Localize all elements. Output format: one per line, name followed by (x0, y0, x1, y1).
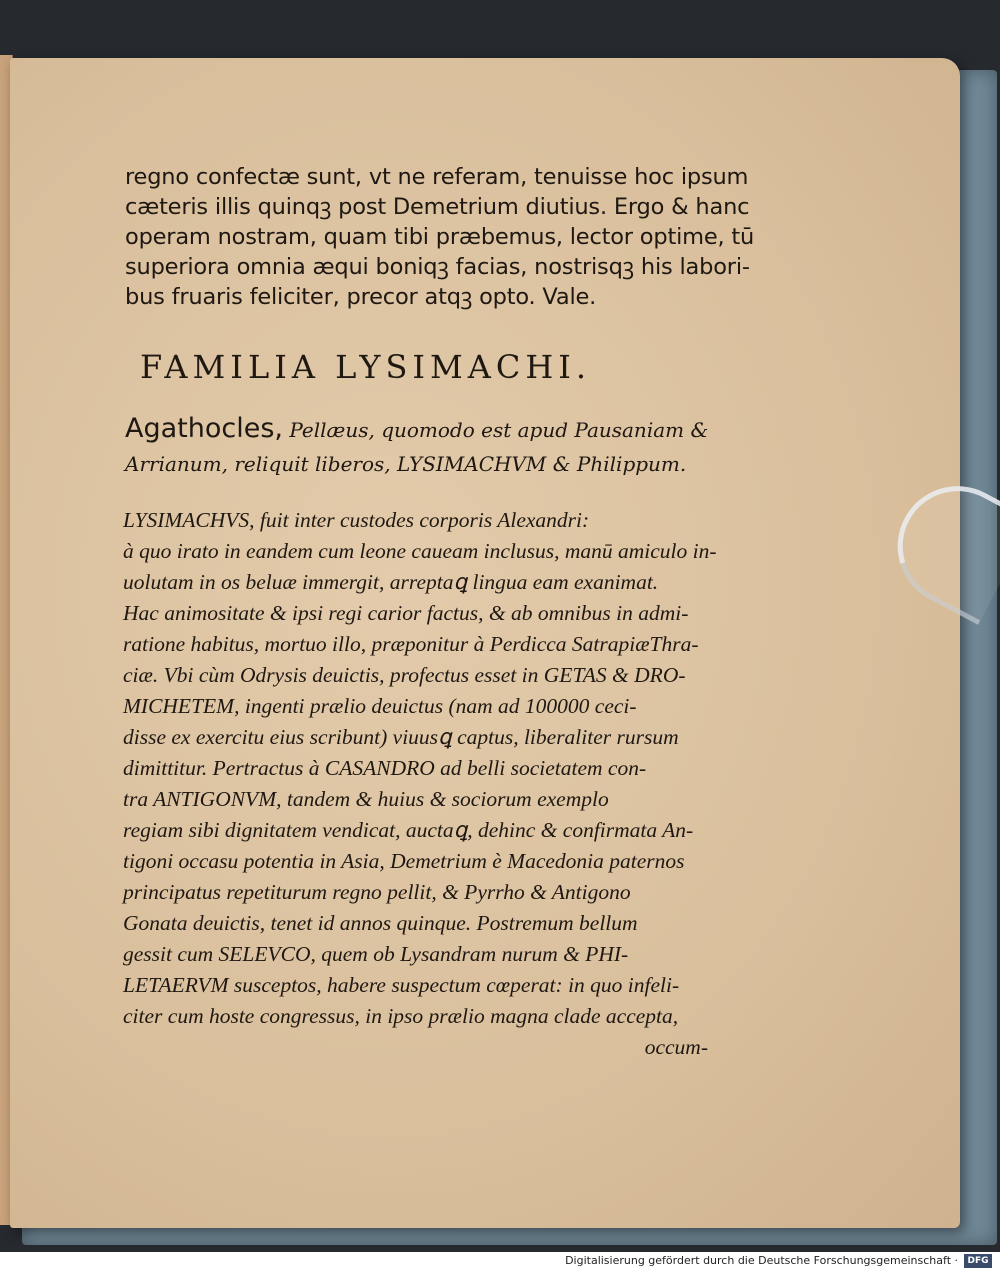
intro-line: operam nostram, quam tibi præbemus, lector optime, tū (125, 224, 755, 250)
body-line: disse ex exercitu eius scribunt) viuusꝗ captus, liberaliter rursum (123, 725, 679, 749)
subheading-line-1 (125, 412, 710, 447)
body-line: tra ANTIGONVM, tandem & huius & sociorum exemplo (123, 787, 609, 811)
body-line: LYSIMACHVS, fuit inter custodes corporis Alexandri: (123, 508, 590, 532)
body-line: principatus repetiturum regno pellit, & Pyrrho & Antigono (123, 880, 631, 904)
intro-line: bus fruaris feliciter, precor atqꝫ opto. Vale. (125, 284, 597, 310)
genealogy-subheading (125, 412, 710, 481)
intro-line: cæteris illis quinqꝫ post Demetrium diutius. Ergo & hanc (125, 194, 750, 220)
dfg-logo: DFG (964, 1254, 992, 1268)
body-line: dimittitur. Pertractus à CASANDRO ad belli societatem con- (123, 756, 647, 780)
intro-paragraph (125, 162, 755, 312)
body-line: regiam sibi dignitatem vendicat, auctaꝗ, dehinc & confirmata An- (123, 818, 694, 842)
body-line: MICHETEM, ingenti prælio deuictus (nam ad 100000 ceci- (123, 694, 637, 718)
body-line: Hac animositate & ipsi regi carior factus, & ab omnibus in admi- (123, 601, 689, 625)
intro-line: superiora omnia æqui boniqꝫ facias, nostrisqꝫ his labori- (125, 254, 750, 280)
body-line: gessit cum SELEVCO, quem ob Lysandram nurum & PHI- (123, 942, 629, 966)
subheading-lead: Agathocles, (125, 413, 283, 444)
subheading-line-2: Arrianum, reliquit liberos, LYSIMACHVM & Philippum. (125, 452, 687, 476)
catchword: occum- (644, 1035, 708, 1059)
intro-line: regno confectæ sunt, vt ne referam, tenuisse hoc ipsum (125, 164, 749, 190)
body-line: à quo irato in eandem cum leone caueam inclusus, manū amiculo in- (123, 539, 717, 563)
body-line: uolutam in os beluæ immergit, arreptaꝗ lingua eam exanimat. (123, 570, 659, 594)
section-heading: FAMILIA LYSIMACHI. (140, 348, 592, 386)
footer-bar (0, 1252, 1000, 1271)
subheading-rest: Pellæus, quomodo est apud Pausaniam & (282, 418, 709, 442)
funding-notice: Digitalisierung gefördert durch die Deutsche Forschungsgemeinschaft · (565, 1254, 958, 1267)
body-paragraph (123, 505, 717, 1063)
body-line: Gonata deuictis, tenet id annos quinque. Postremum bellum (123, 911, 638, 935)
body-line: tigoni occasu potentia in Asia, Demetrium è Macedonia paternos (123, 849, 685, 873)
body-line: ratione habitus, mortuo illo, præponitur à Perdicca SatrapiæThra- (123, 632, 699, 656)
body-line: citer cum hoste congressus, in ipso prælio magna clade accepta, (123, 1004, 679, 1028)
body-line: ciæ. Vbi cùm Odrysis deuictis, profectus esset in GETAS & DRO- (123, 663, 686, 687)
body-line: LETAERVM susceptos, habere suspectum cœperat: in quo infeli- (123, 973, 680, 997)
